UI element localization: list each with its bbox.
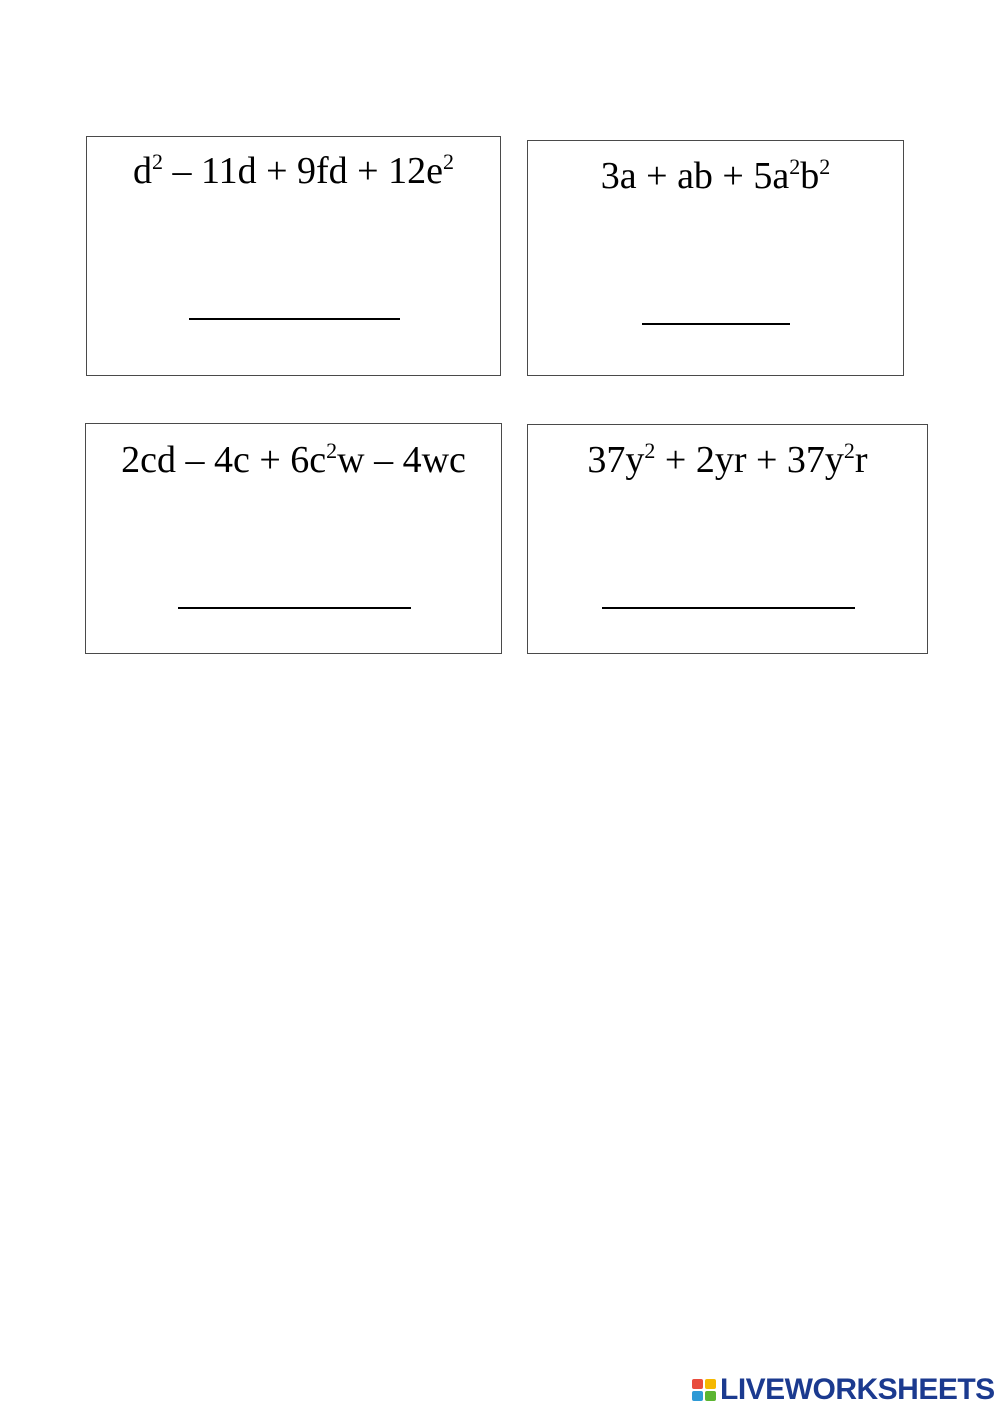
answer-input[interactable] xyxy=(178,607,411,609)
answer-input[interactable] xyxy=(602,607,855,609)
expression-card-1 xyxy=(86,136,501,376)
expression-card-3 xyxy=(85,423,502,654)
answer-input[interactable] xyxy=(642,323,790,325)
expression-text: 3a + ab + $5a^2b^2$ xyxy=(600,154,831,197)
expression-card-4 xyxy=(527,424,928,654)
expression-text: $37y^2 + 2yr + 37y^2r$ xyxy=(587,438,868,481)
liveworksheets-logo xyxy=(692,1374,995,1406)
answer-input[interactable] xyxy=(189,318,400,320)
expression-card-2 xyxy=(527,140,904,376)
logo-text: LIVEWORKSHEETS xyxy=(720,1373,995,1406)
exponent: 2 xyxy=(819,154,831,179)
exponent: 2 xyxy=(442,149,454,174)
expression-text: $d^2 - 11d + 9fd + 12e^2$ xyxy=(133,149,454,192)
exponent: 2 xyxy=(789,154,801,179)
exponent: 2 xyxy=(152,149,163,174)
exponent: 2 xyxy=(843,438,855,463)
logo-mark-icon xyxy=(692,1379,716,1401)
exponent: 2 xyxy=(644,438,656,463)
expression-text: $2cd - 4c + 6c^2w - 4wc$ xyxy=(121,438,466,481)
exponent: 2 xyxy=(326,438,338,463)
